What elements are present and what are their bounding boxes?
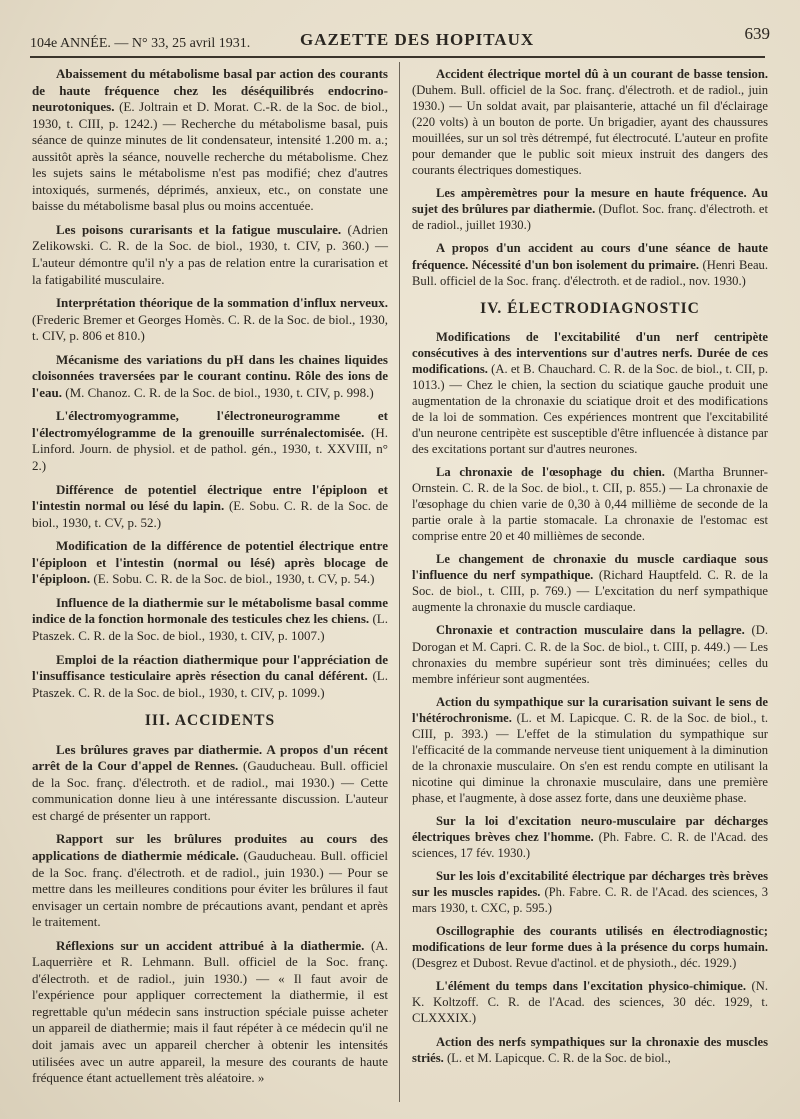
article-body: (Desgrez et Dubost. Revue d'actinol. et de physioth., déc. 1929.)	[412, 956, 737, 971]
article-entry	[32, 408, 388, 474]
article-entry	[412, 923, 768, 971]
article-entry	[412, 464, 768, 544]
article-body: (N. K. Koltzoff. C. R. de l'Acad. des sciences, 30 déc. 1929, t. CLXXXIX.)	[412, 979, 768, 1026]
right-articles-2	[412, 329, 768, 1066]
article-body: (Ph. Fabre. C. R. de l'Acad. des sciences, 17 fév. 1930.)	[412, 830, 768, 861]
page-number: 639	[744, 24, 770, 43]
article-title: Mécanisme des variations du pH dans les chaines liquides cloisonnées traversées par le courant continu. Rôle des ions de l'eau.	[32, 351, 388, 400]
left-articles-1	[32, 66, 388, 701]
article-body: (Henri Beau. Bull. officiel de la Soc. franç. d'électroth. et de radiol., nov. 1930.)	[412, 257, 768, 288]
article-title: Abaissement du métabolisme basal par action des courants de haute fréquence chez les déséquilibrés endocrino-neurotoniques.	[32, 66, 388, 115]
article-entry	[32, 831, 388, 930]
article-body: (L. Ptaszek. C. R. de la Soc. de biol., 1930, t. CIV, p. 1099.)	[32, 668, 388, 700]
article-entry	[412, 551, 768, 615]
article-entry	[32, 295, 388, 345]
article-entry	[32, 938, 388, 1087]
article-title: Les brûlures graves par diathermie. A propos d'un récent arrêt de la Cour d'appel de Rennes.	[32, 741, 388, 774]
left-articles-2	[32, 742, 388, 1087]
article-body: (Gauducheau. Bull. officiel de la Soc. franç. d'électroth. et de radiol., juin 1930.) — Pour se mettre dans les meilleures conditions pour éviter les brûlures il faut envisager un certain nombre de précautions avant, pendant et après le traitement.	[32, 847, 388, 930]
article-body: (E. Joltrain et D. Morat. C.-R. de la Soc. de biol., 1930, t. CIII, p. 1242.) — Recherche du métabolisme basal, puis séance de quinze minutes de lit condensateur, intensité 1.200 m. a.; aussitôt après la séance, nouvelle recherche du métabolisme. Chez les sujets sains le métabolisme n'est pas modifié; chez d'autres intoxiqués, surmenés, déprimés, anxieux, etc., on constate une baisse du métabolisme basal plus ou moins accentuée.	[32, 99, 388, 214]
article-entry	[32, 66, 388, 215]
header-rule	[30, 56, 765, 58]
article-entry	[412, 868, 768, 916]
article-body: (E. Sobu. C. R. de la Soc. de biol., 1930, t. CV, p. 52.)	[32, 498, 389, 530]
right-articles-1	[412, 66, 768, 289]
article-title: Modification de la différence de potentiel électrique entre l'épiploon et l'intestin (normal ou lésé) après blocage de l'épiploon.	[32, 538, 388, 587]
article-body: (A. et B. Chauchard. C. R. de la Soc. de biol., t. CII, p. 1013.) — Chez le chien, la section du sciatique gauche produit une augmentation de la chronaxie du sciatique droit et des modifications de la loi de sommation. Ces expériences montrent que l'excitabilité d'un neurone centripète est susceptible d'être influencée à distance par des excitations portant sur d'autres neurones.	[412, 361, 768, 456]
article-entry	[32, 595, 388, 645]
article-body: (H. Linford. Journ. de physiol. et de pathol. gén., 1930, t. XXVIII, n° 2.)	[32, 424, 388, 474]
article-entry	[412, 1034, 768, 1066]
article-entry	[32, 742, 388, 825]
article-title: Action du sympathique sur la curarisation suivant le sens de l'hétérochronisme.	[412, 694, 768, 725]
section-title-electrodiagnostic: IV. ÉLECTRODIAGNOSTIC	[480, 299, 700, 317]
journal-title: GAZETTE DES HOPITAUX	[300, 30, 535, 49]
article-entry	[32, 538, 388, 588]
article-entry	[412, 813, 768, 861]
article-title: Différence de potentiel électrique entre l'épiploon et l'intestin normal ou lésé du lapin.	[32, 481, 388, 514]
article-body: (Ph. Fabre. C. R. de l'Acad. des sciences, 3 mars 1930, t. CXC, p. 595.)	[412, 885, 768, 916]
article-body: (L. et M. Lapicque. C. R. de la Soc. de biol., t. CIII, p. 393.) — L'effet de la stimulation du sympathique sur l'efficacité de la commande nerveuse tient uniquement à la diminution de la chronaxie musculaire. On s'en est rendu compte en utilisant la nicotine qui diminue la chronaxie musculaire, dans une première phase, et l'augmente, à dose assez forte, dans une deuxième phase.	[412, 710, 768, 805]
article-body: (Adrien Zelikowski. C. R. de la Soc. de biol., 1930, t. CIV, p. 360.) — L'auteur démontre qu'il n'y a pas de relation entre la curarisation et la fatigabilité musculaire.	[32, 221, 388, 287]
article-title: Rapport sur les brûlures produites au cours des applications de diathermie médicale.	[32, 831, 388, 863]
article-body: (Gauducheau. Bull. officiel de la Soc. franç. d'électroth. et de radiol., mai 1930.) — Cette communication donne lieu à une intéressante discussion. L'auteur est chargé de présenter un rapport.	[32, 758, 388, 823]
article-entry	[412, 240, 768, 288]
article-title: Réflexions sur un accident attribué à la diathermie.	[56, 937, 365, 953]
article-body: (Duhem. Bull. officiel de la Soc. franç. d'électroth. et de radiol., juin 1930.) — Un soldat avait, par plaisanterie, attaché un fil d'éclairage (220 volts) à un bouton de porte. Un brigadier, ayant des chaussures mouillées, sur un sol très détrempé, fut électrocuté. L'auteur en profite pour demander que le public soit mieux instruit des dangers des courants électriques domestiques.	[412, 83, 768, 178]
article-entry	[412, 329, 768, 457]
article-title: Influence de la diathermie sur le métabolisme basal comme indice de la fonction hormonale des testicules chez les chiens.	[32, 594, 388, 627]
article-entry	[412, 978, 768, 1026]
article-title: Les poisons curarisants et la fatigue musculaire.	[56, 221, 342, 237]
article-entry	[32, 352, 388, 402]
article-title: Oscillographie des courants utilisés en électrodiagnostic; modifications de leur forme dues à la présence du corps humain.	[412, 924, 768, 955]
article-title: Modifications de l'excitabilité d'un nerf centripète consécutives à des interventions sur d'autres nerfs. Durée de ces modifications.	[412, 329, 768, 376]
article-entry	[412, 622, 768, 686]
section-title-accidents: III. ACCIDENTS	[144, 712, 276, 730]
article-entry	[32, 482, 388, 532]
issue-line: 104e ANNÉE. — N° 33, 25 avril 1931.	[30, 36, 251, 51]
left-column	[32, 66, 388, 1094]
article-entry	[32, 652, 388, 702]
article-title: L'élément du temps dans l'excitation physico-chimique.	[436, 979, 747, 994]
article-body: (Duflot. Soc. franç. d'électroth. et de radiol., juillet 1930.)	[412, 202, 768, 233]
article-title: La chronaxie de l'œsophage du chien.	[436, 465, 665, 480]
article-body: (M. Chanoz. C. R. de la Soc. de biol., 1930, t. CIV, p. 998.)	[61, 384, 374, 400]
article-title: Le changement de chronaxie du muscle cardiaque sous l'influence du nerf sympathique.	[412, 552, 768, 583]
article-title: L'électromyogramme, l'électroneurogramme et l'électromyélogramme de la grenouille surrénalectomisée.	[32, 408, 388, 440]
article-body: (D. Dorogan et M. Capri. C. R. de la Soc. de biol., t. CIII, p. 449.) — Les chronaxies du membre supérieur sont très diminuées; celles du membre inférieur sont augmentées.	[412, 623, 768, 686]
article-title: Emploi de la réaction diathermique pour l'appréciation de l'insuffisance testiculaire après résection du canal déférent.	[32, 651, 388, 684]
article-title: Interprétation théorique de la sommation d'influx nerveux.	[56, 295, 388, 311]
article-title: Chronaxie et contraction musculaire dans la pellagre.	[436, 623, 745, 638]
article-entry	[32, 222, 388, 288]
article-title: Action des nerfs sympathiques sur la chronaxie des muscles striés.	[412, 1034, 768, 1065]
article-title: Accident électrique mortel dû à un courant de basse tension.	[436, 67, 768, 81]
article-body: (L. et M. Lapicque. C. R. de la Soc. de biol.,	[443, 1050, 671, 1065]
article-title: Sur la loi d'excitation neuro-musculaire par décharges électriques brèves chez l'homme.	[412, 813, 768, 845]
article-title: Sur les lois d'excitabilité électrique par décharges très brèves sur les muscles rapides.	[412, 869, 768, 900]
article-body: (Frederic Bremer et Georges Homès. C. R. de la Soc. de biol., 1930, t. CIV, p. 806 et 810.)	[32, 311, 388, 344]
article-entry	[412, 694, 768, 806]
article-entry	[412, 185, 768, 233]
article-body: (Martha Brunner-Ornstein. C. R. de la Soc. de biol., t. CII, p. 855.) — La chronaxie de l'œsophage du chien varie de 0,30 à 0,44 millième de seconde de la partie orale à la partie stomacale. La chronaxie de l'estomac est comprise entre 20 et 40 millièmes de seconde.	[412, 465, 768, 544]
article-body: (E. Sobu. C. R. de la Soc. de biol., 1930, t. CV, p. 54.)	[90, 571, 375, 587]
article-title: A propos d'un accident au cours d'une séance de haute fréquence. Nécessité d'un bon isolement du primaire.	[412, 241, 768, 272]
article-body: (L. Ptaszek. C. R. de la Soc. de biol., 1930, t. CIV, p. 1007.)	[32, 611, 388, 643]
column-divider	[399, 62, 400, 1102]
article-body: (A. Laquerrière et R. Lehmann. Bull. officiel de la Soc. franç. d'électroth. et de radiol., juin 1930.) — « Il faut avoir de l'expérience pour appliquer correctement la diathermie, il est regrettable qu'un médecin sans instruction spéciale puisse acheter un appareil de diathermie; mais il faut répéter à ce médecin qu'il ne doit jamais avec un appareil chercher à obtenir les intensités utilisées avec un autre appareil, la mesure des courants de haute fréquence étant actuellement très aléatoire. »	[32, 937, 388, 1086]
running-header	[30, 24, 770, 54]
article-body: (Richard Hauptfeld. C. R. de la Soc. de biol., t. CIII, p. 769.) — L'excitation du nerf sympathique augmente la chronaxie du muscle cardiaque.	[412, 568, 768, 615]
right-column	[412, 66, 768, 1073]
article-entry	[412, 66, 768, 178]
article-title: Les ampèremètres pour la mesure en haute fréquence. Au sujet des brûlures par diathermie.	[412, 186, 768, 217]
